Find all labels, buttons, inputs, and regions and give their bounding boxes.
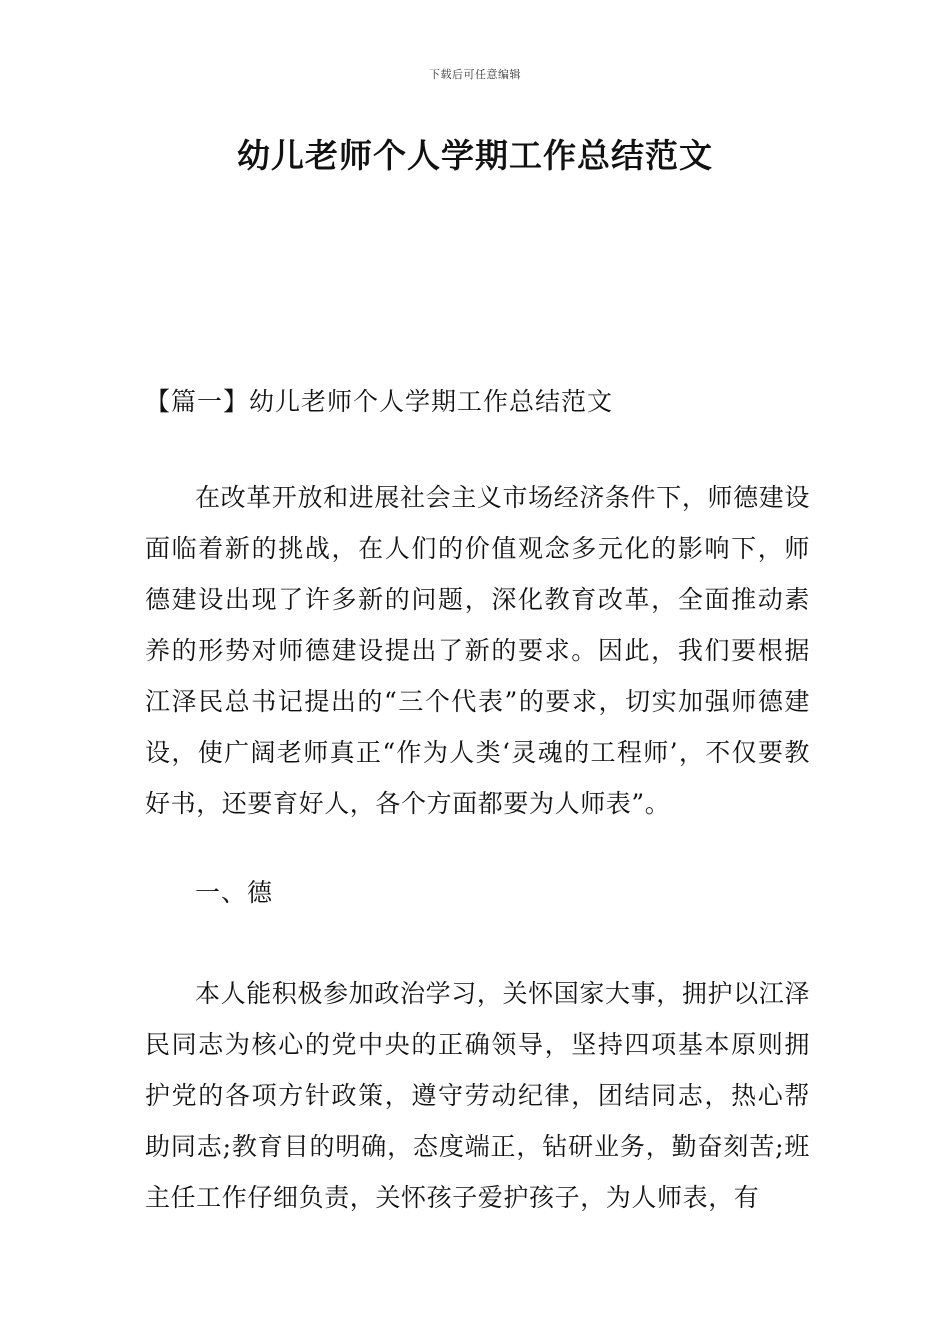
document-title: 幼儿老师个人学期工作总结范文 bbox=[237, 136, 713, 175]
paragraph-intro: 在改革开放和进展社会主义市场经济条件下，师德建设面临着新的挑战，在人们的价值观念多元化的影响下，师德建设出现了许多新的问题，深化教育改革，全面推动素养的形势对师德建设提出了新的要求。因此，我们要根据江泽民总书记提出的“三个代表”的要求，切实加强师德建设，使广阔老师真正“作为人类‘灵魂的工程师’，不仅要教好书，还要育好人，各个方面都要为人师表”。 bbox=[145, 483, 810, 818]
sub-heading-morality: 一、德 bbox=[195, 878, 274, 907]
paragraph-morality: 本人能积极参加政治学习，关怀国家大事，拥护以江泽民同志为核心的党中央的正确领导，坚持四项基本原则拥护党的各项方针政策，遵守劳动纪律，团结同志，热心帮助同志;教育目的明确，态度端正，钻研业务，勤奋刻苦;班主任工作仔细负责，关怀孩子爱护孩子，为人师表，有 bbox=[145, 979, 810, 1212]
section-heading: 【篇一】幼儿老师个人学期工作总结范文 bbox=[145, 387, 614, 416]
header-note: 下载后可任意编辑 bbox=[429, 68, 521, 81]
